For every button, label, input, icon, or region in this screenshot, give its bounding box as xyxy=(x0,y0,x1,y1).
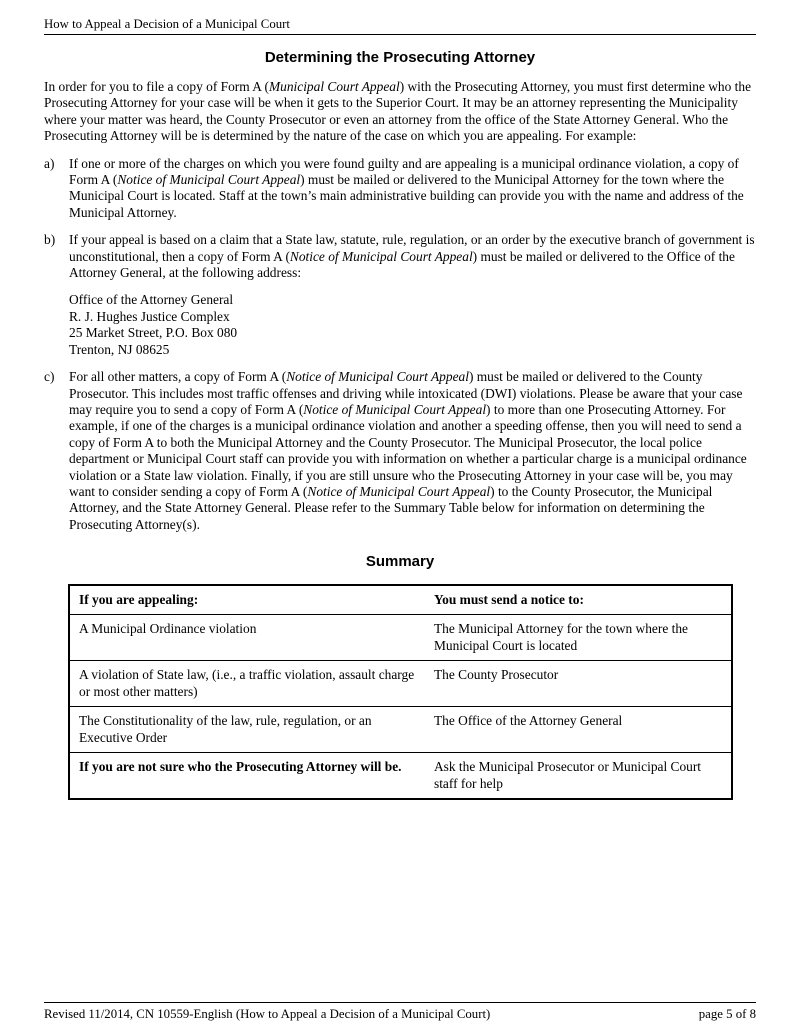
list-marker-b: b) xyxy=(44,232,56,248)
table-row-constitutionality xyxy=(69,707,732,753)
address-line-4: Trenton, NJ 08625 xyxy=(69,341,170,357)
footer-page-number: page 5 of 8 xyxy=(698,1007,756,1021)
table-row-municipal-ordinance xyxy=(69,615,732,661)
page-title: Determining the Prosecuting Attorney xyxy=(264,49,536,66)
address-block xyxy=(69,292,756,358)
table-cell: A violation of State law, (i.e., a traffic violation, assault charge or most other matters) xyxy=(69,661,425,707)
summary-table xyxy=(68,584,733,800)
list-item-c-text: For all other matters, a copy of Form A (Notice of Municipal Court Appeal) must be mailed or delivered to the County Prosecutor. This includes most traffic offenses and driving while intoxicated (DWI) violations. Please be aware that your case may require you to send a copy of Form A (Notice of Municipal Court Appeal) to more than one Prosecuting Attorney. For example, if one of the charges is a municipal ordinance violation and another a speeding offense, then you will need to send a copy of Form A to both the Municipal Attorney and the County Prosecutor. The Municipal Prosecutor, the local police department or Municipal Court staff can provide you with information on whether a particular charge is a municipal ordinance violation or a State law violation. Finally, if you are still unsure who the Prosecuting Attorney in your case will be, you may want to consider sending a copy of Form A (Notice of Municipal Court Appeal) to the County Prosecutor, the Municipal Attorney, and the State Attorney General. Please refer to the Summary Table below for information on determining the Prosecuting Attorney(s). xyxy=(69,369,747,532)
table-cell: If you are not sure who the Prosecuting Attorney will be. xyxy=(69,753,425,800)
footer-revision-text: Revised 11/2014, CN 10559-English (How to Appeal a Decision of a Municipal Court) xyxy=(44,1007,491,1021)
table-header-notice: You must send a notice to: xyxy=(425,585,732,615)
table-cell: The County Prosecutor xyxy=(425,661,732,707)
list-item-b xyxy=(44,232,756,281)
list-item-a-text: If one or more of the charges on which you were found guilty and are appealing is a municipal ordinance violation, a copy of Form A (Notice of Municipal Court Appeal) must be mailed or delivered to the Municipal Attorney for the town where the Municipal Court is located. Staff at the town’s main administrative building can provide you with the name and address of the Municipal Attorney. xyxy=(69,155,744,220)
list-marker-c: c) xyxy=(44,369,55,385)
table-cell: The Constitutionality of the law, rule, regulation, or an Executive Order xyxy=(69,707,425,753)
table-header-row xyxy=(69,585,732,615)
header-title: How to Appeal a Decision of a Municipal Court xyxy=(44,17,290,31)
address-line-2: R. J. Hughes Justice Complex xyxy=(69,308,230,324)
table-cell: A Municipal Ordinance violation xyxy=(69,615,425,661)
table-row-not-sure xyxy=(69,753,732,800)
table-row-state-law xyxy=(69,661,732,707)
address-line-1: Office of the Attorney General xyxy=(69,292,234,308)
list-item-b-text: If your appeal is based on a claim that a State law, statute, rule, regulation, or an order by the executive branch of government is unconstitutional, then a copy of Form A (Notice of Municipal Court Appeal) must be mailed or delivered to the Office of the Attorney General, at the following address: xyxy=(69,232,755,281)
table-cell: Ask the Municipal Prosecutor or Municipal Court staff for help xyxy=(425,753,732,800)
page-footer xyxy=(44,1002,756,1021)
table-header-appealing: If you are appealing: xyxy=(69,585,425,615)
table-cell: The Municipal Attorney for the town where the Municipal Court is located xyxy=(425,615,732,661)
list-marker-a: a) xyxy=(44,155,55,171)
intro-paragraph: In order for you to file a copy of Form A (Municipal Court Appeal) with the Prosecuting Attorney, you must first determine who the Prosecuting Attorney for your case will be when it gets to the Superior Court. It may be an attorney representing the Municipality where your matter was heard, the County Prosecutor or even an attorney from the office of the State Attorney General. Who the Prosecuting Attorney will be is determined by the nature of the case on which you are appealing. For example: xyxy=(44,79,752,144)
table-cell: The Office of the Attorney General xyxy=(425,707,732,753)
address-line-3: 25 Market Street, P.O. Box 080 xyxy=(69,325,238,341)
summary-heading: Summary xyxy=(365,553,435,571)
list-item-c xyxy=(44,369,756,533)
list-item-a xyxy=(44,156,756,222)
page-header xyxy=(44,0,756,35)
